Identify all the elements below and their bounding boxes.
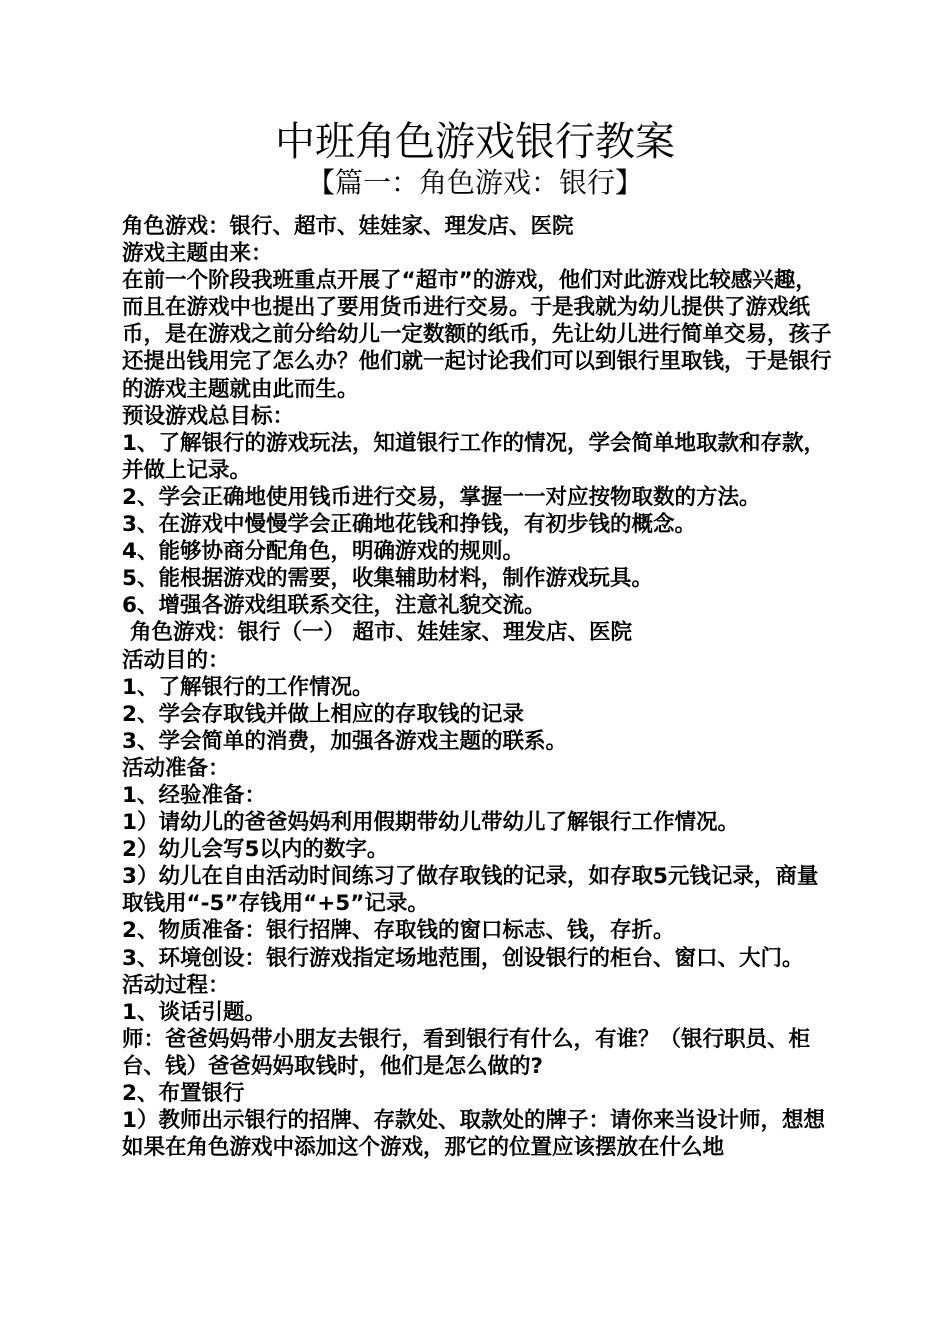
body-paragraph: 5、能根据游戏的需要，收集辅助材料，制作游戏玩具。: [122, 566, 653, 592]
body-paragraph: 游戏主题由来：: [122, 241, 273, 267]
body-paragraph: 6、增强各游戏组联系交往，注意礼貌交流。: [122, 593, 546, 619]
document-title: 中班角色游戏银行教案: [275, 119, 675, 165]
body-paragraph: 3、学会简单的消费，加强各游戏主题的联系。: [122, 728, 567, 754]
body-paragraph: 2、学会正确地使用钱币进行交易，掌握一一对应按物取数的方法。: [122, 484, 761, 510]
body-paragraph: 在前一个阶段我班重点开展了“超市”的游戏，他们对此游戏比较感兴趣，而且在游戏中也提出了要用货币进行交易。于是我就为幼儿提供了游戏纸币，是在游戏之前分给幼儿一定数额的纸币，先让幼儿进行简单交易，孩子还提出钱用完了怎么办？他们就一起讨论我们可以到银行里取钱，于是银行的游戏主题就由此而生。: [122, 268, 832, 402]
body-paragraph: 活动过程：: [122, 972, 230, 998]
body-paragraph: 师：爸爸妈妈带小朋友去银行，看到银行有什么，有谁？（银行职员、柜台、钱）爸爸妈妈取钱时，他们是怎么做的?: [122, 1026, 811, 1079]
body-paragraph: 4、能够协商分配角色，明确游戏的规则。: [122, 539, 524, 565]
body-paragraph: 1、了解银行的工作情况。: [122, 674, 374, 700]
body-paragraph: 2、学会存取钱并做上相应的存取钱的记录: [122, 701, 524, 727]
body-paragraph: 1、了解银行的游戏玩法，知道银行工作的情况，学会简单地取款和存款，并做上记录。: [122, 430, 825, 483]
body-paragraph: 1）请幼儿的爸爸妈妈利用假期带幼儿带幼儿了解银行工作情况。: [122, 810, 739, 836]
body-paragraph: 1）教师出示银行的招牌、存款处、取款处的牌子：请你来当设计师，想想如果在角色游戏中添加这个游戏，那它的位置应该摆放在什么地: [122, 1108, 825, 1161]
body-paragraph: 2、物质准备：银行招牌、存取钱的窗口标志、钱，存折。: [122, 918, 675, 944]
document-body: [117, 213, 837, 1161]
body-paragraph: 3、在游戏中慢慢学会正确地花钱和挣钱，有初步钱的概念。: [122, 512, 696, 538]
body-paragraph: 2）幼儿会写5以内的数字。: [122, 837, 389, 863]
body-paragraph: 3、环境创设：银行游戏指定场地范围，创设银行的柜台、窗口、大门。: [122, 945, 804, 971]
document-subtitle: 【篇一：角色游戏：银行】: [306, 166, 643, 199]
body-paragraph: 角色游戏：银行（一） 超市、娃娃家、理发店、医院: [130, 620, 632, 646]
body-paragraph: 2、布置银行: [122, 1081, 245, 1106]
body-paragraph: 预设游戏总目标：: [122, 403, 295, 429]
body-paragraph: 1、经验准备：: [122, 782, 266, 808]
body-paragraph: 活动准备：: [122, 755, 230, 781]
body-paragraph: 1、谈话引题。: [122, 999, 266, 1025]
body-paragraph: 3）幼儿在自由活动时间练习了做存取钱的记录，如存取5元钱记录，商量取钱用“-5”存钱用“+5”记录。: [122, 864, 819, 917]
body-paragraph: 活动目的：: [122, 647, 230, 673]
body-paragraph: 角色游戏：银行、超市、娃娃家、理发店、医院: [122, 214, 574, 239]
